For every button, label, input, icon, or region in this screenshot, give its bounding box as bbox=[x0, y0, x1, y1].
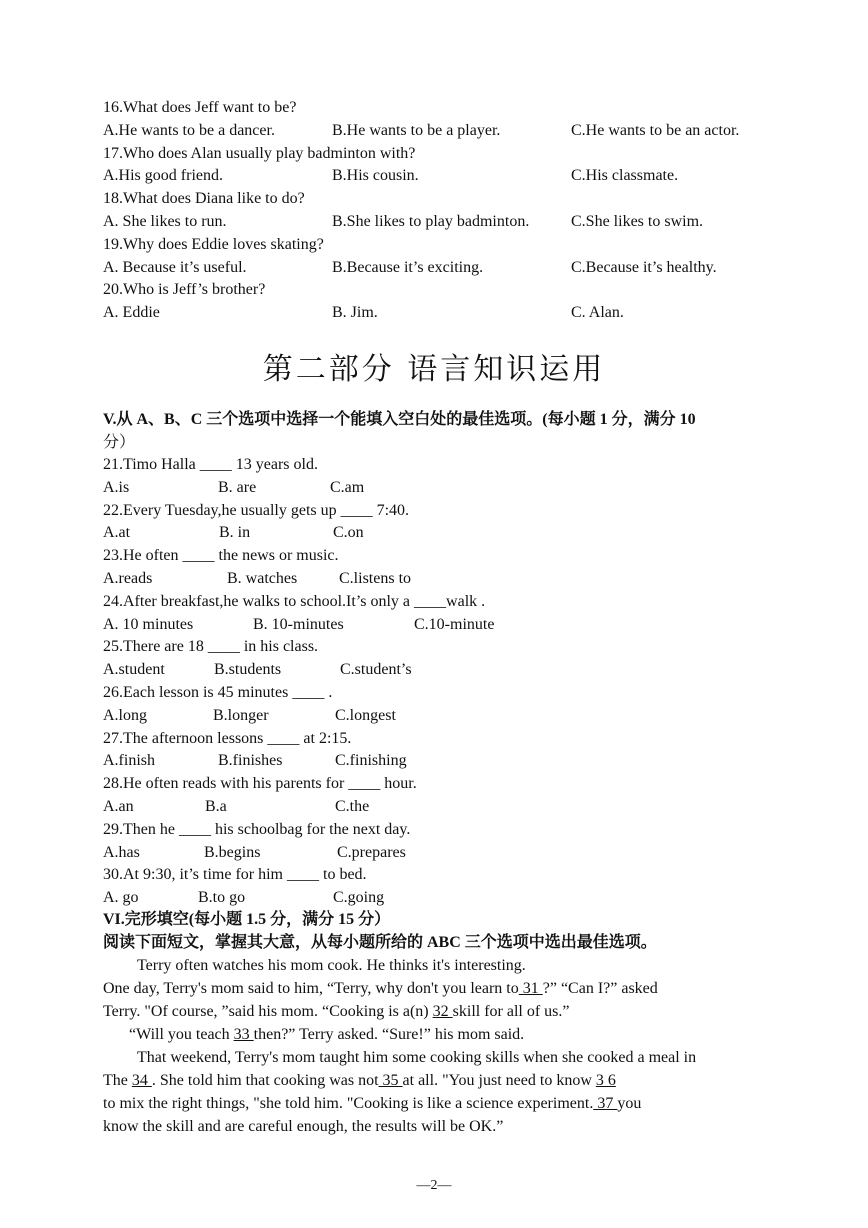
passage-line-2 bbox=[103, 977, 773, 1000]
blank-31: 31 bbox=[518, 980, 543, 997]
passage-line-3 bbox=[103, 1000, 773, 1023]
grammar-option-a[interactable]: A.at bbox=[103, 524, 131, 542]
grammar-question: 29.Then he ____ his schoolbag for the next day. bbox=[103, 820, 411, 838]
grammar-option-b[interactable]: B. watches bbox=[227, 570, 298, 587]
grammar-option-c[interactable]: C.prepares bbox=[337, 843, 406, 861]
grammar-options bbox=[103, 614, 768, 636]
grammar-option-c[interactable]: C.10-minute bbox=[414, 615, 495, 633]
passage-text: ?” “Can I?” asked bbox=[542, 980, 658, 997]
passage-text: Terry often watches his mom cook. He thinks it's interesting. bbox=[137, 957, 526, 974]
grammar-option-c[interactable]: C.on bbox=[333, 524, 364, 542]
grammar-question: 22.Every Tuesday,he usually gets up ____ 7:40. bbox=[103, 501, 410, 519]
grammar-option-a[interactable]: A.reads bbox=[103, 570, 153, 587]
listening-option-b[interactable]: B.She likes to play badminton. bbox=[332, 213, 530, 230]
blank-34: 34 bbox=[131, 1072, 152, 1089]
grammar-option-b[interactable]: B.begins bbox=[204, 843, 261, 861]
grammar-question: 23.He often ____ the news or music. bbox=[103, 547, 339, 565]
grammar-option-a[interactable]: A.is bbox=[103, 478, 130, 496]
grammar-option-b[interactable]: B. in bbox=[219, 524, 251, 542]
grammar-option-a[interactable]: A.an bbox=[103, 798, 134, 815]
passage-text: then?” Terry asked. “Sure!” his mom said. bbox=[253, 1026, 525, 1043]
grammar-option-b[interactable]: B.a bbox=[205, 798, 227, 815]
grammar-options bbox=[103, 477, 768, 499]
listening-option-a[interactable]: A.His good friend. bbox=[103, 167, 223, 185]
listening-question: 17.Who does Alan usually play badminton with? bbox=[103, 144, 416, 162]
grammar-question: 21.Timo Halla ____ 13 years old. bbox=[103, 456, 318, 473]
grammar-option-c[interactable]: C.finishing bbox=[335, 752, 407, 770]
listening-option-b[interactable]: B.He wants to be a player. bbox=[332, 121, 501, 139]
blank-32: 32 bbox=[432, 1003, 453, 1020]
blank-35: 35 bbox=[378, 1072, 403, 1089]
section-title: 第二部分 语言知识运用 bbox=[262, 352, 606, 387]
grammar-option-b[interactable]: B. 10-minutes bbox=[253, 615, 344, 633]
listening-option-c[interactable]: C.He wants to be an actor. bbox=[571, 121, 740, 139]
grammar-options bbox=[103, 796, 768, 818]
grammar-options bbox=[103, 705, 768, 727]
grammar-option-c[interactable]: C.the bbox=[335, 798, 370, 815]
grammar-question: 26.Each lesson is 45 minutes ____ . bbox=[103, 684, 333, 701]
passage-text: at all. "You just need to know bbox=[402, 1072, 596, 1089]
listening-option-b[interactable]: B.His cousin. bbox=[332, 167, 419, 185]
grammar-option-c[interactable]: C.listens to bbox=[339, 570, 412, 587]
grammar-options bbox=[103, 522, 768, 544]
listening-question: 16.What does Jeff want to be? bbox=[103, 99, 297, 116]
passage-line-5 bbox=[137, 1046, 773, 1069]
grammar-option-c[interactable]: C.student’s bbox=[340, 661, 412, 679]
grammar-options bbox=[103, 887, 768, 909]
grammar-option-a[interactable]: A.student bbox=[103, 661, 165, 679]
listening-options bbox=[103, 120, 768, 143]
passage-line-7 bbox=[103, 1092, 773, 1115]
passage-text: That weekend, Terry's mom taught him some cooking skills when she cooked a meal in bbox=[137, 1049, 697, 1066]
passage-text: you bbox=[617, 1095, 642, 1112]
passage-text: . She told him that cooking was not bbox=[151, 1072, 379, 1089]
listening-option-c[interactable]: C.His classmate. bbox=[571, 167, 679, 185]
part5-instruction-line2: 分） bbox=[103, 434, 136, 451]
passage-text: The bbox=[103, 1072, 132, 1089]
grammar-option-a[interactable]: A. go bbox=[103, 889, 139, 907]
part6-heading: VI.完形填空(每小题 1.5 分，满分 15 分） bbox=[103, 911, 391, 928]
grammar-option-b[interactable]: B.to go bbox=[198, 889, 246, 907]
grammar-options bbox=[103, 842, 768, 864]
grammar-question: 27.The afternoon lessons ____ at 2:15. bbox=[103, 729, 352, 747]
passage-line-4 bbox=[129, 1023, 773, 1046]
passage-line-8 bbox=[103, 1115, 773, 1138]
grammar-option-b[interactable]: B.longer bbox=[213, 706, 269, 724]
grammar-question: 25.There are 18 ____ in his class. bbox=[103, 638, 319, 656]
grammar-options bbox=[103, 568, 768, 590]
grammar-question: 28.He often reads with his parents for ____ hour. bbox=[103, 775, 417, 793]
grammar-option-b[interactable]: B. are bbox=[218, 478, 257, 496]
grammar-options bbox=[103, 750, 768, 772]
listening-options bbox=[103, 257, 768, 280]
passage-line-1 bbox=[137, 954, 773, 977]
blank-36: 3 6 bbox=[595, 1072, 616, 1089]
grammar-option-a[interactable]: A.has bbox=[103, 843, 140, 861]
grammar-option-a[interactable]: A. 10 minutes bbox=[103, 615, 194, 633]
listening-option-a[interactable]: A. She likes to run. bbox=[103, 213, 227, 230]
passage-text: “Will you teach bbox=[129, 1026, 234, 1043]
listening-option-a[interactable]: A. Eddie bbox=[103, 304, 160, 322]
grammar-option-c[interactable]: C.longest bbox=[335, 706, 396, 724]
passage-text: One day, Terry's mom said to him, “Terry, why don't you learn to bbox=[103, 980, 519, 997]
grammar-option-a[interactable]: A.finish bbox=[103, 752, 155, 770]
listening-options bbox=[103, 165, 768, 188]
passage-text: to mix the right things, "she told him. "Cooking is like a science experiment. bbox=[103, 1095, 594, 1112]
listening-option-a[interactable]: A.He wants to be a dancer. bbox=[103, 121, 275, 139]
grammar-question: 30.At 9:30, it’s time for him ____ to bed. bbox=[103, 866, 367, 884]
grammar-option-b[interactable]: B.finishes bbox=[218, 752, 283, 770]
listening-question: 19.Why does Eddie loves skating? bbox=[103, 235, 324, 253]
listening-options bbox=[103, 211, 768, 234]
listening-option-c[interactable]: C.She likes to swim. bbox=[571, 213, 704, 230]
blank-33: 33 bbox=[233, 1026, 254, 1043]
listening-option-a[interactable]: A. Because it’s useful. bbox=[103, 258, 247, 276]
grammar-question: 24.After breakfast,he walks to school.It’s only a ____walk . bbox=[103, 592, 486, 610]
grammar-option-b[interactable]: B.students bbox=[214, 661, 282, 679]
listening-option-b[interactable]: B. Jim. bbox=[332, 304, 378, 322]
listening-question: 20.Who is Jeff’s brother? bbox=[103, 281, 266, 299]
part5-instruction-line1: V.从 A、B、C 三个选项中选择一个能填入空白处的最佳选项。(每小题 1 分，满分 10 bbox=[103, 411, 696, 428]
page-number: —2— bbox=[416, 1178, 452, 1193]
listening-option-b[interactable]: B.Because it’s exciting. bbox=[332, 258, 484, 276]
listening-option-c[interactable]: C. Alan. bbox=[571, 304, 624, 322]
grammar-option-c[interactable]: C.am bbox=[330, 478, 365, 496]
grammar-option-a[interactable]: A.long bbox=[103, 706, 147, 724]
grammar-options bbox=[103, 659, 768, 681]
part6-instruction: 阅读下面短文，掌握其大意，从每小题所给的 ABC 三个选项中选出最佳选项。 bbox=[103, 934, 657, 951]
passage-text: Terry. "Of course, ”said his mom. “Cooking is a(n) bbox=[103, 1003, 433, 1020]
grammar-option-c[interactable]: C.going bbox=[333, 889, 385, 907]
passage-text: skill for all of us.” bbox=[452, 1003, 570, 1020]
listening-question: 18.What does Diana like to do? bbox=[103, 190, 305, 208]
blank-37: 37 bbox=[593, 1095, 618, 1112]
passage-line-6 bbox=[103, 1069, 773, 1092]
passage-text: know the skill and are careful enough, the results will be OK.” bbox=[103, 1118, 504, 1135]
listening-options bbox=[103, 302, 768, 325]
listening-option-c[interactable]: C.Because it’s healthy. bbox=[571, 258, 717, 276]
